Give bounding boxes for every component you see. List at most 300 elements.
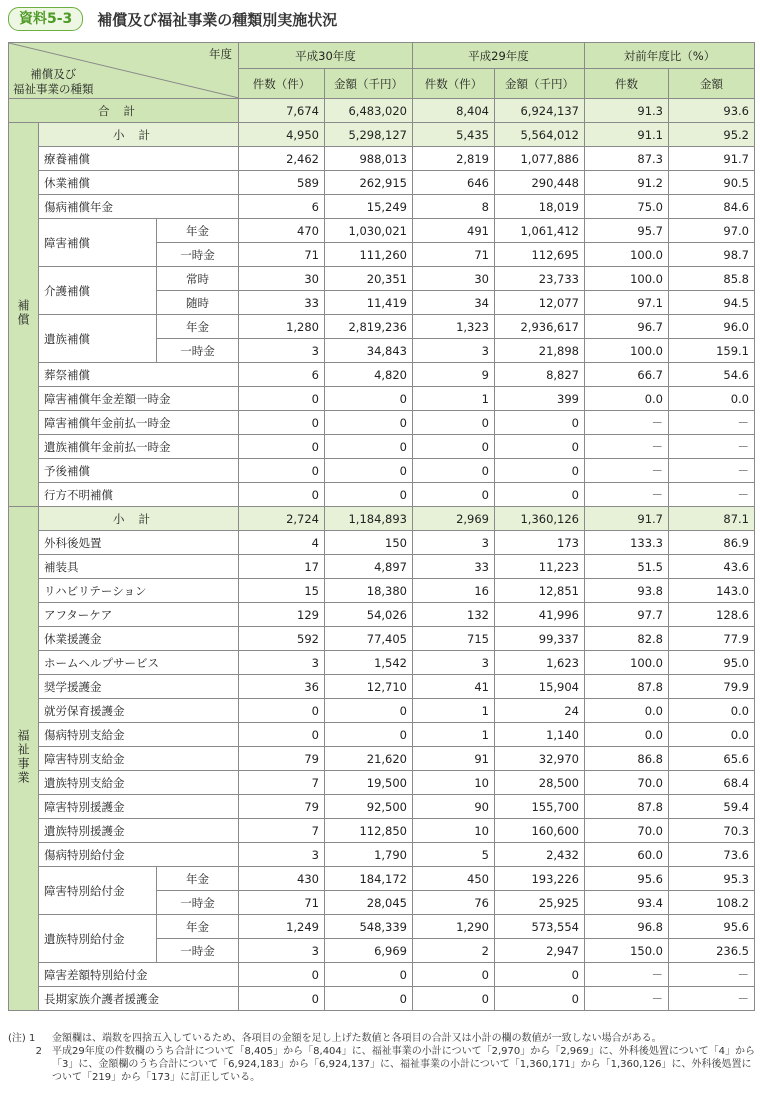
fukushi-r-after-h30-amount: 54,026 xyxy=(325,603,413,627)
fukushi-r-kyugyo-engo-ratio-amount: 77.9 xyxy=(669,627,755,651)
fukushi-r-after-ratio-count: 97.7 xyxy=(585,603,669,627)
fukushi-r-izoku-engo-ratio-amount: 70.3 xyxy=(669,819,755,843)
hosho-r-ryoyo-row xyxy=(9,147,755,171)
fukushi-g-shogai-kyufu-b-h29-count: 76 xyxy=(413,891,495,915)
hosho-r-sagaku-h29-count: 1 xyxy=(413,387,495,411)
hosho-r-sosai-h30-count: 6 xyxy=(239,363,325,387)
hosho-g-kaigo-a-h30-amount: 20,351 xyxy=(325,267,413,291)
fukushi-r-geka-h30-amount: 150 xyxy=(325,531,413,555)
hosho-g-shogai-b-ratio-amount: 98.7 xyxy=(669,243,755,267)
table-corner-header xyxy=(9,43,239,99)
hosho-subtotal-label: 小計 xyxy=(39,123,239,147)
hosho-g-izoku-b-ratio-count: 100.0 xyxy=(585,339,669,363)
fukushi-g-shogai-kyufu-a-h29-count: 450 xyxy=(413,867,495,891)
fukushi-r-chouki-h29-amount: 0 xyxy=(495,987,585,1011)
fukushi-g-izoku-kyufu-a-ratio-count: 96.8 xyxy=(585,915,669,939)
fukushi-r-shobyo-kyufu-h29-amount: 2,432 xyxy=(495,843,585,867)
total-h30-amount: 6,483,020 xyxy=(325,99,413,123)
fukushi-r-home-ratio-count: 100.0 xyxy=(585,651,669,675)
hosho-r-sosai-ratio-count: 66.7 xyxy=(585,363,669,387)
hosho-g-kaigo-a-h29-count: 30 xyxy=(413,267,495,291)
fukushi-g-shogai-kyufu-sub-b: 一時金 xyxy=(157,891,239,915)
fukushi-r-shobyo-kyufu-ratio-amount: 73.6 xyxy=(669,843,755,867)
hosho-r-shogai-mae-h29-count: 0 xyxy=(413,411,495,435)
hosho-g-kaigo-sub-b: 随時 xyxy=(157,291,239,315)
fukushi-r-sagaku-kyufu-ratio-amount: － xyxy=(669,963,755,987)
fukushi-r-shobyo-shikyu-ratio-count: 0.0 xyxy=(585,723,669,747)
hosho-r-sagaku-ratio-amount: 0.0 xyxy=(669,387,755,411)
fukushi-r-sogu-h29-count: 33 xyxy=(413,555,495,579)
fukushi-r-geka-h29-amount: 173 xyxy=(495,531,585,555)
hosho-g-izoku-a-h29-count: 1,323 xyxy=(413,315,495,339)
hosho-r-shobyo-ratio-amount: 84.6 xyxy=(669,195,755,219)
fukushi-r-shogai-shikyu-row xyxy=(9,747,755,771)
hosho-r-yukue-h30-amount: 0 xyxy=(325,483,413,507)
fukushi-r-shuro-row xyxy=(9,699,755,723)
fukushi-r-shobyo-kyufu-h30-count: 3 xyxy=(239,843,325,867)
hosho-r-sosai-ratio-amount: 54.6 xyxy=(669,363,755,387)
header-ratio-amount: 金額 xyxy=(669,69,755,99)
fukushi-r-shogai-shikyu-ratio-amount: 65.6 xyxy=(669,747,755,771)
fukushi-r-shogai-engo-label: 障害特別援護金 xyxy=(39,795,239,819)
hosho-r-izoku-mae-row xyxy=(9,435,755,459)
hosho-g-kaigo-b-h29-amount: 12,077 xyxy=(495,291,585,315)
hosho-g-shogai-a-h29-amount: 1,061,412 xyxy=(495,219,585,243)
fukushi-r-shogai-shikyu-h30-amount: 21,620 xyxy=(325,747,413,771)
hosho-r-sosai-row xyxy=(9,363,755,387)
hosho-g-izoku-a-ratio-amount: 96.0 xyxy=(669,315,755,339)
hosho-subtotal-h29-count: 5,435 xyxy=(413,123,495,147)
fukushi-r-chouki-h30-amount: 0 xyxy=(325,987,413,1011)
fukushi-r-after-label: アフターケア xyxy=(39,603,239,627)
hosho-r-yogo-row xyxy=(9,459,755,483)
hosho-r-izoku-mae-label: 遺族補償年金前払一時金 xyxy=(39,435,239,459)
fukushi-r-shuro-h29-amount: 24 xyxy=(495,699,585,723)
fukushi-r-sagaku-kyufu-h30-count: 0 xyxy=(239,963,325,987)
fukushi-r-chouki-h30-count: 0 xyxy=(239,987,325,1011)
footnote-2-text: 平成29年度の件数欄のうち合計について「8,405」から「8,404」に、福祉事業の小計について「2,970」から「2,969」に、外科後処置について「4」から「3」に、金額欄のうち合計について「6,924,183」から「6,924,137」に、福祉事業の小計について「1,360,171」から「1,360,126」に、外科後処置について「219」から「173」に訂正している。 xyxy=(52,1046,755,1083)
hosho-r-kyugyo-row xyxy=(9,171,755,195)
fukushi-r-sogu-ratio-amount: 43.6 xyxy=(669,555,755,579)
fukushi-r-geka-h30-count: 4 xyxy=(239,531,325,555)
title-row xyxy=(8,6,337,32)
fukushi-r-kyugyo-engo-label: 休業援護金 xyxy=(39,627,239,651)
fukushi-r-shogaku-h30-amount: 12,710 xyxy=(325,675,413,699)
fukushi-r-kyugyo-engo-h30-count: 592 xyxy=(239,627,325,651)
hosho-r-shobyo-h30-count: 6 xyxy=(239,195,325,219)
fukushi-subtotal-row xyxy=(9,507,755,531)
hosho-r-yogo-h30-amount: 0 xyxy=(325,459,413,483)
fukushi-subtotal-label: 小計 xyxy=(39,507,239,531)
fukushi-subtotal-h30-count: 2,724 xyxy=(239,507,325,531)
header-h29-count: 件数（件） xyxy=(413,69,495,99)
fukushi-r-sogu-h29-amount: 11,223 xyxy=(495,555,585,579)
hosho-r-yukue-ratio-amount: － xyxy=(669,483,755,507)
hosho-r-shobyo-h29-amount: 18,019 xyxy=(495,195,585,219)
hosho-g-shogai-label: 障害補償 xyxy=(39,219,157,267)
hosho-g-shogai-b-h29-amount: 112,695 xyxy=(495,243,585,267)
fukushi-r-chouki-ratio-count: － xyxy=(585,987,669,1011)
fukushi-r-shobyo-kyufu-label: 傷病特別給付金 xyxy=(39,843,239,867)
fukushi-r-shogaku-h29-count: 41 xyxy=(413,675,495,699)
fukushi-r-shogaku-h30-count: 36 xyxy=(239,675,325,699)
fukushi-category-text: 福祉事業 xyxy=(16,729,30,785)
fukushi-r-sogu-row xyxy=(9,555,755,579)
hosho-g-shogai-b-ratio-count: 100.0 xyxy=(585,243,669,267)
fukushi-r-shogai-shikyu-h29-amount: 32,970 xyxy=(495,747,585,771)
fukushi-r-geka-label: 外科後処置 xyxy=(39,531,239,555)
header-row-years xyxy=(9,43,755,69)
fukushi-r-shuro-ratio-count: 0.0 xyxy=(585,699,669,723)
fukushi-r-sagaku-kyufu-ratio-count: － xyxy=(585,963,669,987)
hosho-g-kaigo-b-ratio-amount: 94.5 xyxy=(669,291,755,315)
fukushi-r-home-ratio-amount: 95.0 xyxy=(669,651,755,675)
hosho-r-sosai-h29-amount: 8,827 xyxy=(495,363,585,387)
hosho-g-izoku-a-h30-count: 1,280 xyxy=(239,315,325,339)
hosho-g-izoku-sub-a: 年金 xyxy=(157,315,239,339)
hosho-r-shogai-mae-h30-count: 0 xyxy=(239,411,325,435)
hosho-r-shobyo-label: 傷病補償年金 xyxy=(39,195,239,219)
hosho-category-label xyxy=(9,123,39,507)
hosho-g-izoku-b-h29-count: 3 xyxy=(413,339,495,363)
footnote-2 xyxy=(8,1045,756,1084)
fukushi-g-shogai-kyufu-b-ratio-count: 93.4 xyxy=(585,891,669,915)
fukushi-r-sagaku-kyufu-label: 障害差額特別給付金 xyxy=(39,963,239,987)
footnote-1-key: (注) 1 xyxy=(8,1033,36,1044)
fukushi-r-shuro-h29-count: 1 xyxy=(413,699,495,723)
footnote-1 xyxy=(8,1032,756,1045)
hosho-g-shogai-b-h29-count: 71 xyxy=(413,243,495,267)
hosho-r-yogo-h30-count: 0 xyxy=(239,459,325,483)
fukushi-g-shogai-kyufu-a-h30-amount: 184,172 xyxy=(325,867,413,891)
hosho-category-text: 補償 xyxy=(16,299,30,327)
hosho-r-shobyo-row xyxy=(9,195,755,219)
hosho-r-shogai-mae-ratio-amount: － xyxy=(669,411,755,435)
fukushi-g-shogai-kyufu-a-h29-amount: 193,226 xyxy=(495,867,585,891)
hosho-g-shogai-a-h29-count: 491 xyxy=(413,219,495,243)
fukushi-r-izoku-shikyu-label: 遺族特別支給金 xyxy=(39,771,239,795)
hosho-g-izoku-b-h30-count: 3 xyxy=(239,339,325,363)
fukushi-r-after-row xyxy=(9,603,755,627)
fukushi-g-izoku-kyufu-b-ratio-amount: 236.5 xyxy=(669,939,755,963)
hosho-r-shogai-mae-row xyxy=(9,411,755,435)
fukushi-r-geka-ratio-amount: 86.9 xyxy=(669,531,755,555)
hosho-r-shobyo-ratio-count: 75.0 xyxy=(585,195,669,219)
hosho-g-shogai-b-h30-amount: 111,260 xyxy=(325,243,413,267)
fukushi-r-reha-ratio-count: 93.8 xyxy=(585,579,669,603)
total-h29-amount: 6,924,137 xyxy=(495,99,585,123)
hosho-r-sagaku-label: 障害補償年金差額一時金 xyxy=(39,387,239,411)
header-h29-amount: 金額（千円） xyxy=(495,69,585,99)
fukushi-r-after-h29-amount: 41,996 xyxy=(495,603,585,627)
fukushi-subtotal-h29-count: 2,969 xyxy=(413,507,495,531)
fukushi-g-izoku-kyufu-b-h30-count: 3 xyxy=(239,939,325,963)
hosho-g-kaigo-a-h30-count: 30 xyxy=(239,267,325,291)
fukushi-r-home-h30-amount: 1,542 xyxy=(325,651,413,675)
fukushi-r-sagaku-kyufu-h30-amount: 0 xyxy=(325,963,413,987)
data-table-container xyxy=(8,42,755,1011)
fukushi-r-sogu-ratio-count: 51.5 xyxy=(585,555,669,579)
fukushi-r-izoku-shikyu-h29-amount: 28,500 xyxy=(495,771,585,795)
fukushi-r-kyugyo-engo-h29-amount: 99,337 xyxy=(495,627,585,651)
hosho-g-izoku-sub-b: 一時金 xyxy=(157,339,239,363)
fukushi-r-shobyo-shikyu-ratio-amount: 0.0 xyxy=(669,723,755,747)
total-h30-count: 7,674 xyxy=(239,99,325,123)
hosho-g-kaigo-row-a xyxy=(9,267,755,291)
hosho-r-izoku-mae-ratio-count: － xyxy=(585,435,669,459)
fukushi-r-shobyo-shikyu-label: 傷病特別支給金 xyxy=(39,723,239,747)
fukushi-r-izoku-engo-h30-count: 7 xyxy=(239,819,325,843)
hosho-r-sagaku-row xyxy=(9,387,755,411)
hosho-r-kyugyo-h30-amount: 262,915 xyxy=(325,171,413,195)
hosho-r-yukue-h29-count: 0 xyxy=(413,483,495,507)
hosho-g-izoku-a-h30-amount: 2,819,236 xyxy=(325,315,413,339)
fukushi-r-kyugyo-engo-h30-amount: 77,405 xyxy=(325,627,413,651)
fukushi-g-shogai-kyufu-a-h30-count: 430 xyxy=(239,867,325,891)
footnote-2-key: 2 xyxy=(35,1046,42,1057)
fukushi-g-izoku-kyufu-a-h30-amount: 548,339 xyxy=(325,915,413,939)
fukushi-r-shogaku-h29-amount: 15,904 xyxy=(495,675,585,699)
fukushi-r-shogai-engo-h29-count: 90 xyxy=(413,795,495,819)
hosho-r-ryoyo-label: 療養補償 xyxy=(39,147,239,171)
fukushi-r-after-ratio-amount: 128.6 xyxy=(669,603,755,627)
fukushi-r-shogai-engo-row xyxy=(9,795,755,819)
hosho-r-shogai-mae-h29-amount: 0 xyxy=(495,411,585,435)
fukushi-g-shogai-kyufu-sub-a: 年金 xyxy=(157,867,239,891)
fukushi-r-kyugyo-engo-h29-count: 715 xyxy=(413,627,495,651)
hosho-r-shobyo-h29-count: 8 xyxy=(413,195,495,219)
fukushi-subtotal-h30-amount: 1,184,893 xyxy=(325,507,413,531)
fukushi-g-shogai-kyufu-a-ratio-amount: 95.3 xyxy=(669,867,755,891)
fukushi-r-shogaku-ratio-amount: 79.9 xyxy=(669,675,755,699)
fukushi-r-shobyo-shikyu-h30-amount: 0 xyxy=(325,723,413,747)
fukushi-r-shogai-shikyu-ratio-count: 86.8 xyxy=(585,747,669,771)
fukushi-r-reha-ratio-amount: 143.0 xyxy=(669,579,755,603)
fukushi-r-shogai-shikyu-label: 障害特別支給金 xyxy=(39,747,239,771)
fukushi-r-shobyo-kyufu-row xyxy=(9,843,755,867)
hosho-r-kyugyo-h30-count: 589 xyxy=(239,171,325,195)
fukushi-g-izoku-kyufu-a-h29-count: 1,290 xyxy=(413,915,495,939)
fukushi-g-shogai-kyufu-b-ratio-amount: 108.2 xyxy=(669,891,755,915)
hosho-g-kaigo-a-ratio-count: 100.0 xyxy=(585,267,669,291)
fukushi-r-shogai-shikyu-h30-count: 79 xyxy=(239,747,325,771)
hosho-r-kyugyo-ratio-amount: 90.5 xyxy=(669,171,755,195)
fukushi-r-sagaku-kyufu-h29-amount: 0 xyxy=(495,963,585,987)
hosho-r-sagaku-h29-amount: 399 xyxy=(495,387,585,411)
total-label: 合計 xyxy=(9,99,239,123)
hosho-r-izoku-mae-h30-count: 0 xyxy=(239,435,325,459)
hosho-subtotal-h30-count: 4,950 xyxy=(239,123,325,147)
fukushi-subtotal-h29-amount: 1,360,126 xyxy=(495,507,585,531)
corner-kind-label: 補償及び 福祉事業の種類 xyxy=(13,67,94,96)
fukushi-r-izoku-engo-h30-amount: 112,850 xyxy=(325,819,413,843)
fukushi-g-shogai-kyufu-label: 障害特別給付金 xyxy=(39,867,157,915)
hosho-r-sosai-label: 葬祭補償 xyxy=(39,363,239,387)
fukushi-r-shobyo-kyufu-h29-count: 5 xyxy=(413,843,495,867)
hosho-r-shobyo-h30-amount: 15,249 xyxy=(325,195,413,219)
hosho-g-kaigo-b-ratio-count: 97.1 xyxy=(585,291,669,315)
total-ratio-amount: 93.6 xyxy=(669,99,755,123)
fukushi-g-izoku-kyufu-sub-a: 年金 xyxy=(157,915,239,939)
hosho-r-shogai-mae-h30-amount: 0 xyxy=(325,411,413,435)
page-title: 補償及び福祉事業の種類別実施状況 xyxy=(97,10,338,29)
fukushi-r-shuro-h30-amount: 0 xyxy=(325,699,413,723)
fukushi-r-chouki-row xyxy=(9,987,755,1011)
hosho-g-shogai-a-ratio-count: 95.7 xyxy=(585,219,669,243)
fukushi-g-izoku-kyufu-b-h29-amount: 2,947 xyxy=(495,939,585,963)
hosho-r-izoku-mae-ratio-amount: － xyxy=(669,435,755,459)
fukushi-r-shobyo-shikyu-h29-count: 1 xyxy=(413,723,495,747)
fukushi-r-sogu-label: 補装具 xyxy=(39,555,239,579)
fukushi-category-label xyxy=(9,507,39,1011)
fukushi-r-shogai-engo-h29-amount: 155,700 xyxy=(495,795,585,819)
fukushi-g-izoku-kyufu-b-ratio-count: 150.0 xyxy=(585,939,669,963)
hosho-r-sagaku-ratio-count: 0.0 xyxy=(585,387,669,411)
hosho-r-sosai-h29-count: 9 xyxy=(413,363,495,387)
fukushi-r-izoku-engo-ratio-count: 70.0 xyxy=(585,819,669,843)
header-h30-count: 件数（件） xyxy=(239,69,325,99)
fukushi-r-reha-h30-amount: 18,380 xyxy=(325,579,413,603)
fukushi-g-izoku-kyufu-sub-b: 一時金 xyxy=(157,939,239,963)
fukushi-r-izoku-shikyu-ratio-count: 70.0 xyxy=(585,771,669,795)
fukushi-g-izoku-kyufu-b-h30-amount: 6,969 xyxy=(325,939,413,963)
fukushi-r-izoku-shikyu-h30-amount: 19,500 xyxy=(325,771,413,795)
fukushi-r-izoku-shikyu-row xyxy=(9,771,755,795)
fukushi-r-chouki-label: 長期家族介護者援護金 xyxy=(39,987,239,1011)
fukushi-r-geka-ratio-count: 133.3 xyxy=(585,531,669,555)
fukushi-r-shuro-h30-count: 0 xyxy=(239,699,325,723)
fukushi-g-izoku-kyufu-a-h29-amount: 573,554 xyxy=(495,915,585,939)
hosho-g-shogai-a-h30-amount: 1,030,021 xyxy=(325,219,413,243)
fukushi-r-izoku-shikyu-ratio-amount: 68.4 xyxy=(669,771,755,795)
fukushi-r-sagaku-kyufu-h29-count: 0 xyxy=(413,963,495,987)
fukushi-g-shogai-kyufu-b-h29-amount: 25,925 xyxy=(495,891,585,915)
hosho-r-sagaku-h30-count: 0 xyxy=(239,387,325,411)
fukushi-r-home-row xyxy=(9,651,755,675)
hosho-g-kaigo-sub-a: 常時 xyxy=(157,267,239,291)
fukushi-r-shobyo-kyufu-ratio-count: 60.0 xyxy=(585,843,669,867)
fukushi-g-shogai-kyufu-b-h30-count: 71 xyxy=(239,891,325,915)
fukushi-r-shogai-engo-h30-amount: 92,500 xyxy=(325,795,413,819)
fukushi-r-izoku-engo-h29-count: 10 xyxy=(413,819,495,843)
hosho-r-ryoyo-h29-count: 2,819 xyxy=(413,147,495,171)
data-table xyxy=(8,42,755,1011)
footnotes xyxy=(8,1032,756,1084)
fukushi-g-izoku-kyufu-label: 遺族特別給付金 xyxy=(39,915,157,963)
header-ratio-count: 件数 xyxy=(585,69,669,99)
total-h29-count: 8,404 xyxy=(413,99,495,123)
hosho-g-kaigo-b-h30-amount: 11,419 xyxy=(325,291,413,315)
hosho-g-shogai-sub-b: 一時金 xyxy=(157,243,239,267)
fukushi-g-izoku-kyufu-a-ratio-amount: 95.6 xyxy=(669,915,755,939)
hosho-r-kyugyo-h29-amount: 290,448 xyxy=(495,171,585,195)
fukushi-g-izoku-kyufu-b-h29-count: 2 xyxy=(413,939,495,963)
hosho-r-kyugyo-h29-count: 646 xyxy=(413,171,495,195)
fukushi-r-izoku-shikyu-h29-count: 10 xyxy=(413,771,495,795)
fukushi-r-home-h30-count: 3 xyxy=(239,651,325,675)
hosho-r-sosai-h30-amount: 4,820 xyxy=(325,363,413,387)
fukushi-r-sogu-h30-count: 17 xyxy=(239,555,325,579)
hosho-r-ryoyo-ratio-count: 87.3 xyxy=(585,147,669,171)
hosho-g-izoku-a-ratio-count: 96.7 xyxy=(585,315,669,339)
fukushi-r-reha-label: リハビリテーション xyxy=(39,579,239,603)
hosho-r-ryoyo-h30-count: 2,462 xyxy=(239,147,325,171)
fukushi-r-chouki-ratio-amount: － xyxy=(669,987,755,1011)
total-ratio-count: 91.3 xyxy=(585,99,669,123)
fukushi-r-izoku-shikyu-h30-count: 7 xyxy=(239,771,325,795)
hosho-r-yukue-ratio-count: － xyxy=(585,483,669,507)
hosho-g-izoku-label: 遺族補償 xyxy=(39,315,157,363)
hosho-subtotal-row xyxy=(9,123,755,147)
fukushi-g-izoku-kyufu-row-a xyxy=(9,915,755,939)
fukushi-r-shobyo-shikyu-h29-amount: 1,140 xyxy=(495,723,585,747)
header-h30-amount: 金額（千円） xyxy=(325,69,413,99)
fukushi-r-shobyo-shikyu-h30-count: 0 xyxy=(239,723,325,747)
hosho-g-shogai-sub-a: 年金 xyxy=(157,219,239,243)
fukushi-r-shogai-engo-h30-count: 79 xyxy=(239,795,325,819)
hosho-g-shogai-a-ratio-amount: 97.0 xyxy=(669,219,755,243)
hosho-g-kaigo-b-h30-count: 33 xyxy=(239,291,325,315)
hosho-r-ryoyo-h29-amount: 1,077,886 xyxy=(495,147,585,171)
hosho-r-yogo-label: 予後補償 xyxy=(39,459,239,483)
fukushi-r-shogaku-ratio-count: 87.8 xyxy=(585,675,669,699)
fukushi-r-home-h29-count: 3 xyxy=(413,651,495,675)
fukushi-r-after-h30-count: 129 xyxy=(239,603,325,627)
fukushi-g-izoku-kyufu-a-h30-count: 1,249 xyxy=(239,915,325,939)
fukushi-g-shogai-kyufu-a-ratio-count: 95.6 xyxy=(585,867,669,891)
hosho-r-izoku-mae-h29-count: 0 xyxy=(413,435,495,459)
hosho-r-izoku-mae-h29-amount: 0 xyxy=(495,435,585,459)
header-h30: 平成30年度 xyxy=(239,43,413,69)
hosho-subtotal-ratio-count: 91.1 xyxy=(585,123,669,147)
fukushi-subtotal-ratio-amount: 87.1 xyxy=(669,507,755,531)
hosho-g-shogai-b-h30-count: 71 xyxy=(239,243,325,267)
fukushi-r-home-label: ホームヘルプサービス xyxy=(39,651,239,675)
hosho-g-izoku-b-h30-amount: 34,843 xyxy=(325,339,413,363)
fukushi-r-izoku-engo-row xyxy=(9,819,755,843)
fukushi-r-shuro-ratio-amount: 0.0 xyxy=(669,699,755,723)
fukushi-r-reha-h30-count: 15 xyxy=(239,579,325,603)
hosho-r-yogo-h29-count: 0 xyxy=(413,459,495,483)
hosho-r-ryoyo-ratio-amount: 91.7 xyxy=(669,147,755,171)
hosho-subtotal-ratio-amount: 95.2 xyxy=(669,123,755,147)
hosho-g-kaigo-a-ratio-amount: 85.8 xyxy=(669,267,755,291)
hosho-r-shogai-mae-ratio-count: － xyxy=(585,411,669,435)
fukushi-r-shogaku-label: 奨学援護金 xyxy=(39,675,239,699)
fukushi-r-reha-h29-amount: 12,851 xyxy=(495,579,585,603)
hosho-r-yukue-label: 行方不明補償 xyxy=(39,483,239,507)
total-row xyxy=(9,99,755,123)
fukushi-r-geka-h29-count: 3 xyxy=(413,531,495,555)
footnote-1-text: 金額欄は、端数を四捨五入しているため、各項目の金額を足し上げた数値と各項目の合計又は小計の欄の数値が一致しない場合がある。 xyxy=(52,1033,662,1044)
fukushi-r-reha-row xyxy=(9,579,755,603)
fukushi-r-chouki-h29-count: 0 xyxy=(413,987,495,1011)
fukushi-r-izoku-engo-h29-amount: 160,600 xyxy=(495,819,585,843)
fukushi-r-after-h29-count: 132 xyxy=(413,603,495,627)
hosho-r-shogai-mae-label: 障害補償年金前払一時金 xyxy=(39,411,239,435)
hosho-g-shogai-a-h30-count: 470 xyxy=(239,219,325,243)
hosho-r-ryoyo-h30-amount: 988,013 xyxy=(325,147,413,171)
hosho-r-yukue-h30-count: 0 xyxy=(239,483,325,507)
hosho-r-yogo-ratio-count: － xyxy=(585,459,669,483)
hosho-g-kaigo-b-h29-count: 34 xyxy=(413,291,495,315)
fukushi-r-geka-row xyxy=(9,531,755,555)
fukushi-r-shobyo-kyufu-h30-amount: 1,790 xyxy=(325,843,413,867)
hosho-r-kyugyo-ratio-count: 91.2 xyxy=(585,171,669,195)
document-badge: 資料5-3 xyxy=(8,7,83,31)
header-ratio: 対前年度比（%） xyxy=(585,43,755,69)
hosho-r-kyugyo-label: 休業補償 xyxy=(39,171,239,195)
